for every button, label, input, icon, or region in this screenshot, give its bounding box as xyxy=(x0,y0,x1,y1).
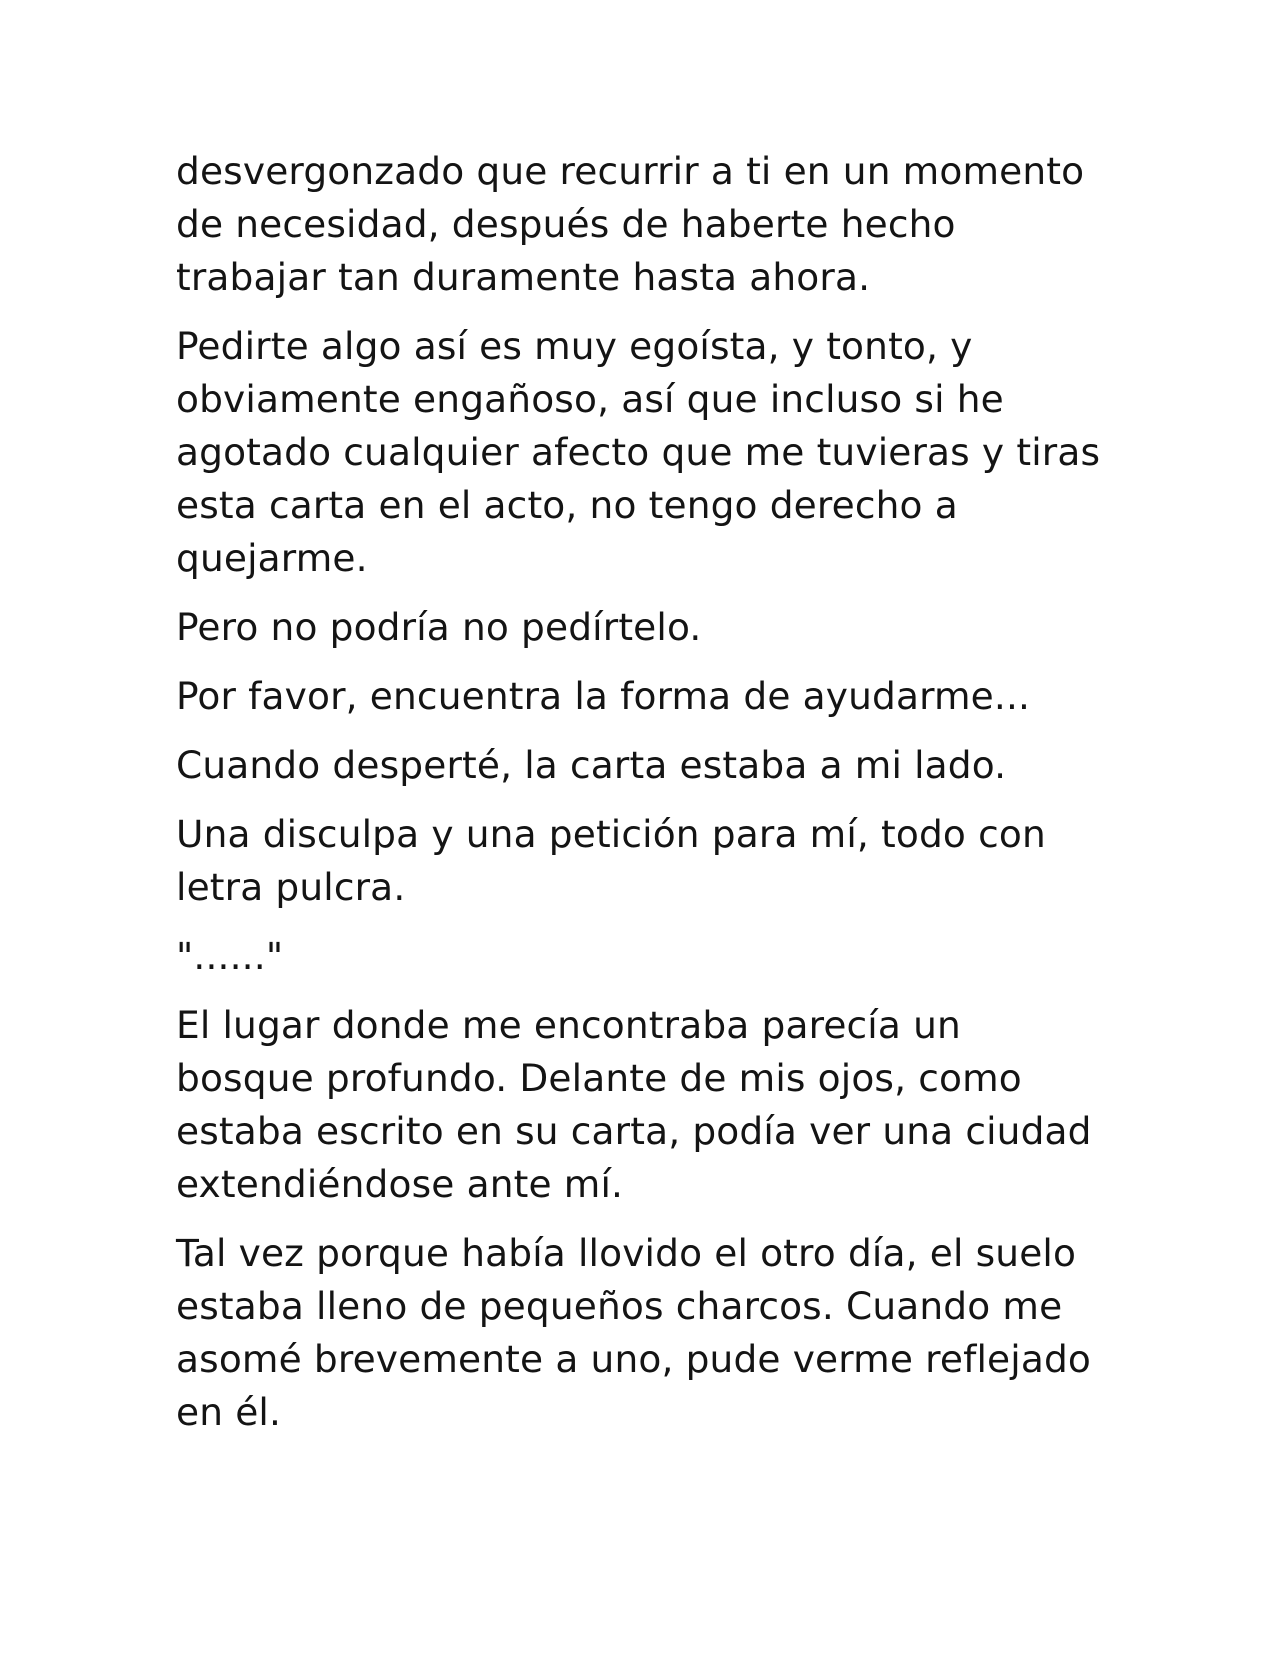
paragraph-7: "......" xyxy=(176,934,284,978)
paragraph-8: El lugar donde me encontraba parecía un bosque profundo. Delante de mis ojos, como estaba escrito en su carta, podía ver una ciudad extendiéndose ante mí. xyxy=(176,1003,1092,1206)
document-page xyxy=(176,145,1106,1455)
paragraph-9: Tal vez porque había llovido el otro día, el suelo estaba lleno de pequeños charcos. Cuando me asomé brevemente a uno, pude verme reflejado en él. xyxy=(176,1231,1092,1434)
paragraph-2: Pedirte algo así es muy egoísta, y tonto, y obviamente engañoso, así que incluso si he agotado cualquier afecto que me tuvieras y tiras esta carta en el acto, no tengo derecho a quejarme. xyxy=(176,324,1101,580)
paragraph-3: Pero no podría no pedírtelo. xyxy=(176,605,702,649)
paragraph-1: desvergonzado que recurrir a ti en un momento de necesidad, después de haberte hecho trabajar tan duramente hasta ahora. xyxy=(176,149,1085,299)
paragraph-4: Por favor, encuentra la forma de ayudarme... xyxy=(176,674,1031,718)
paragraph-6: Una disculpa y una petición para mí, todo con letra pulcra. xyxy=(176,812,1046,909)
paragraph-5: Cuando desperté, la carta estaba a mi lado. xyxy=(176,743,1007,787)
